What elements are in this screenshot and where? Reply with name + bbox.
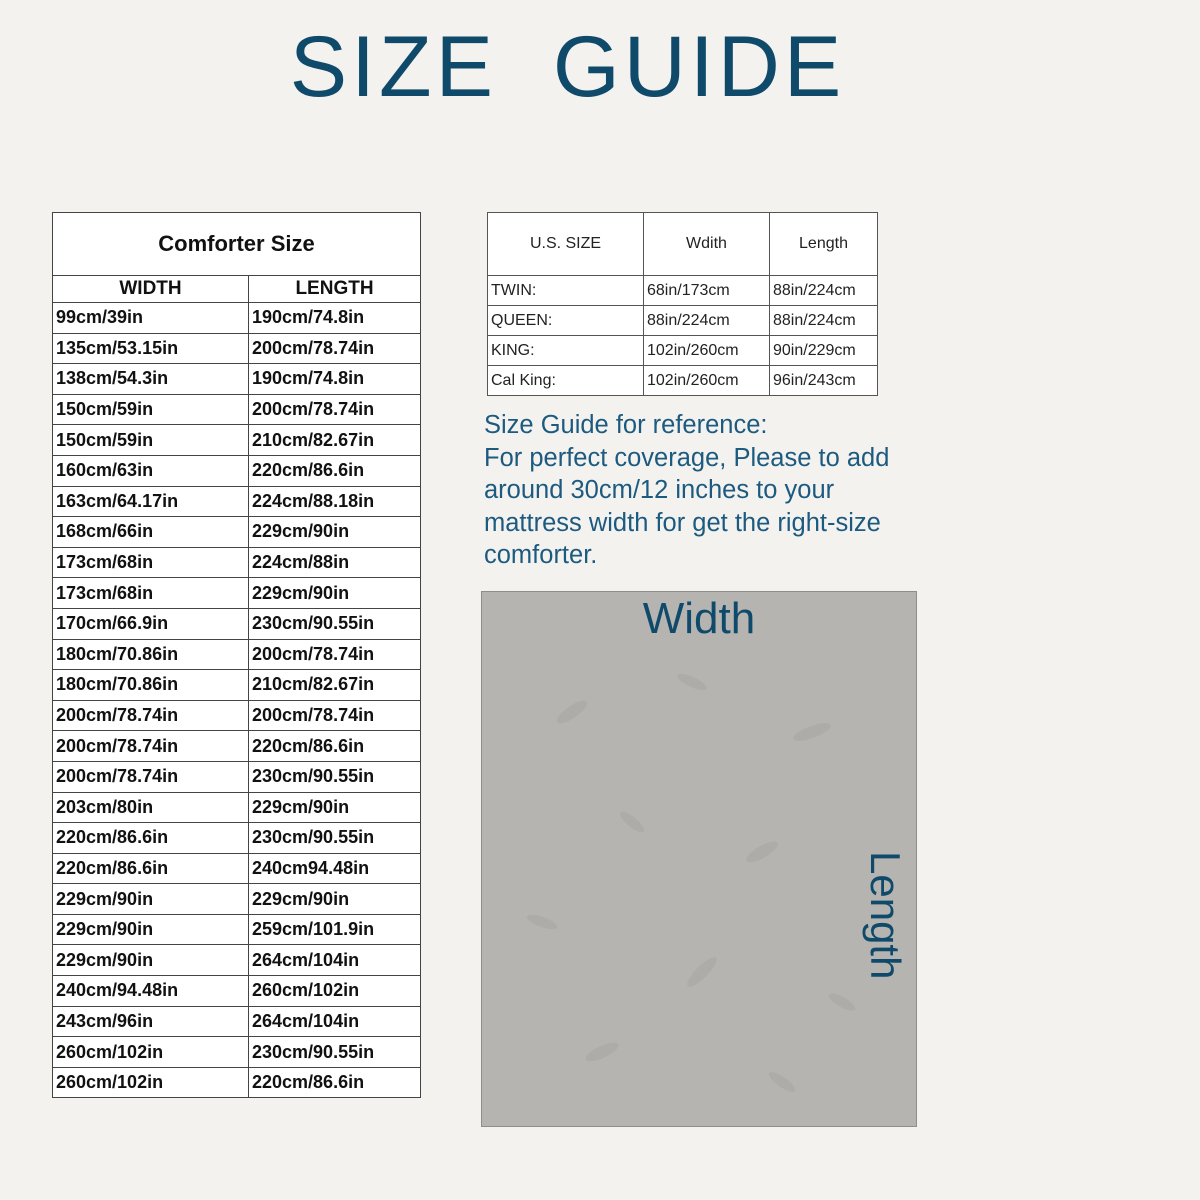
length-cell: 224cm/88.18in — [249, 486, 421, 517]
length-cell: 230cm/90.55in — [249, 608, 421, 639]
length-cell: 230cm/90.55in — [249, 1037, 421, 1068]
length-cell: 229cm/90in — [249, 792, 421, 823]
length-cell: 224cm/88in — [249, 547, 421, 578]
table-row — [53, 394, 421, 425]
length-cell: 200cm/78.74in — [249, 394, 421, 425]
length-cell: 259cm/101.9in — [249, 914, 421, 945]
length-cell: 264cm/104in — [249, 945, 421, 976]
width-cell: 203cm/80in — [53, 792, 249, 823]
table-row — [488, 306, 878, 336]
fabric-texture — [482, 592, 917, 1127]
length-cell: 240cm94.48in — [249, 853, 421, 884]
width-cell: 229cm/90in — [53, 914, 249, 945]
width-cell: 173cm/68in — [53, 578, 249, 609]
width-cell: 68in/173cm — [644, 276, 770, 306]
column-header-us-size: U.S. SIZE — [488, 213, 644, 276]
length-cell: 88in/224cm — [770, 276, 878, 306]
us-size-table — [487, 212, 878, 396]
comforter-table-body — [53, 303, 421, 1098]
table-row — [53, 517, 421, 548]
comforter-table-caption: Comforter Size — [53, 213, 421, 276]
width-cell: 135cm/53.15in — [53, 333, 249, 364]
table-row — [488, 366, 878, 396]
length-cell: 260cm/102in — [249, 976, 421, 1007]
table-row — [53, 823, 421, 854]
size-cell: QUEEN: — [488, 306, 644, 336]
table-row — [53, 884, 421, 915]
note-line: comforter. — [484, 541, 598, 569]
length-label: Length — [862, 851, 909, 980]
column-header-length: Length — [770, 213, 878, 276]
table-row — [53, 1067, 421, 1098]
width-cell: 200cm/78.74in — [53, 731, 249, 762]
size-cell: TWIN: — [488, 276, 644, 306]
length-cell: 210cm/82.67in — [249, 425, 421, 456]
width-cell: 102in/260cm — [644, 366, 770, 396]
note-line: Size Guide for reference: — [484, 411, 768, 439]
length-cell: 96in/243cm — [770, 366, 878, 396]
width-cell: 220cm/86.6in — [53, 823, 249, 854]
table-row — [53, 853, 421, 884]
width-cell: 102in/260cm — [644, 336, 770, 366]
column-header-width: Wdith — [644, 213, 770, 276]
width-cell: 240cm/94.48in — [53, 976, 249, 1007]
table-row — [488, 276, 878, 306]
table-row — [53, 700, 421, 731]
width-cell: 88in/224cm — [644, 306, 770, 336]
length-cell: 200cm/78.74in — [249, 333, 421, 364]
length-cell: 90in/229cm — [770, 336, 878, 366]
table-row — [53, 792, 421, 823]
comforter-size-table — [52, 212, 421, 1098]
length-cell: 190cm/74.8in — [249, 303, 421, 334]
page-title: SIZE GUIDE — [289, 19, 846, 115]
length-cell: 190cm/74.8in — [249, 364, 421, 395]
table-row — [53, 364, 421, 395]
width-cell: 180cm/70.86in — [53, 670, 249, 701]
width-cell: 260cm/102in — [53, 1067, 249, 1098]
width-cell: 173cm/68in — [53, 547, 249, 578]
width-cell: 180cm/70.86in — [53, 639, 249, 670]
length-cell: 229cm/90in — [249, 578, 421, 609]
width-cell: 160cm/63in — [53, 455, 249, 486]
length-cell: 229cm/90in — [249, 517, 421, 548]
table-row — [53, 486, 421, 517]
width-cell: 150cm/59in — [53, 394, 249, 425]
table-row — [53, 761, 421, 792]
length-cell: 200cm/78.74in — [249, 639, 421, 670]
size-cell: KING: — [488, 336, 644, 366]
note-line: For perfect coverage, Please to add — [484, 443, 890, 472]
length-cell: 230cm/90.55in — [249, 823, 421, 854]
length-cell: 210cm/82.67in — [249, 670, 421, 701]
table-row — [53, 945, 421, 976]
width-cell: 138cm/54.3in — [53, 364, 249, 395]
table-row — [53, 976, 421, 1007]
table-row — [53, 731, 421, 762]
width-cell: 229cm/90in — [53, 945, 249, 976]
size-guide-note — [484, 409, 954, 572]
width-label: Width — [642, 594, 756, 643]
length-cell: 229cm/90in — [249, 884, 421, 915]
width-cell: 229cm/90in — [53, 884, 249, 915]
table-row — [53, 578, 421, 609]
width-cell: 99cm/39in — [53, 303, 249, 334]
width-cell: 200cm/78.74in — [53, 700, 249, 731]
length-cell: 88in/224cm — [770, 306, 878, 336]
table-row — [53, 333, 421, 364]
table-row — [53, 914, 421, 945]
length-cell: 230cm/90.55in — [249, 761, 421, 792]
column-header-width: WIDTH — [53, 276, 249, 303]
width-cell: 150cm/59in — [53, 425, 249, 456]
table-row — [53, 455, 421, 486]
us-size-table-body — [488, 276, 878, 396]
table-row — [488, 336, 878, 366]
length-cell: 220cm/86.6in — [249, 455, 421, 486]
note-line: mattress width for get the right-size — [484, 508, 881, 537]
table-row — [53, 425, 421, 456]
width-cell: 170cm/66.9in — [53, 608, 249, 639]
table-row — [53, 670, 421, 701]
width-cell: 243cm/96in — [53, 1006, 249, 1037]
table-row — [53, 1037, 421, 1068]
table-row — [53, 547, 421, 578]
column-header-length: LENGTH — [249, 276, 421, 303]
width-cell: 260cm/102in — [53, 1037, 249, 1068]
length-cell: 220cm/86.6in — [249, 731, 421, 762]
width-cell: 163cm/64.17in — [53, 486, 249, 517]
size-cell: Cal King: — [488, 366, 644, 396]
width-cell: 220cm/86.6in — [53, 853, 249, 884]
table-row — [53, 303, 421, 334]
length-cell: 220cm/86.6in — [249, 1067, 421, 1098]
comforter-diagram — [481, 591, 917, 1127]
note-line: around 30cm/12 inches to your — [484, 476, 835, 504]
table-row — [53, 1006, 421, 1037]
width-cell: 200cm/78.74in — [53, 761, 249, 792]
length-cell: 264cm/104in — [249, 1006, 421, 1037]
length-cell: 200cm/78.74in — [249, 700, 421, 731]
width-cell: 168cm/66in — [53, 517, 249, 548]
table-row — [53, 608, 421, 639]
table-row — [53, 639, 421, 670]
